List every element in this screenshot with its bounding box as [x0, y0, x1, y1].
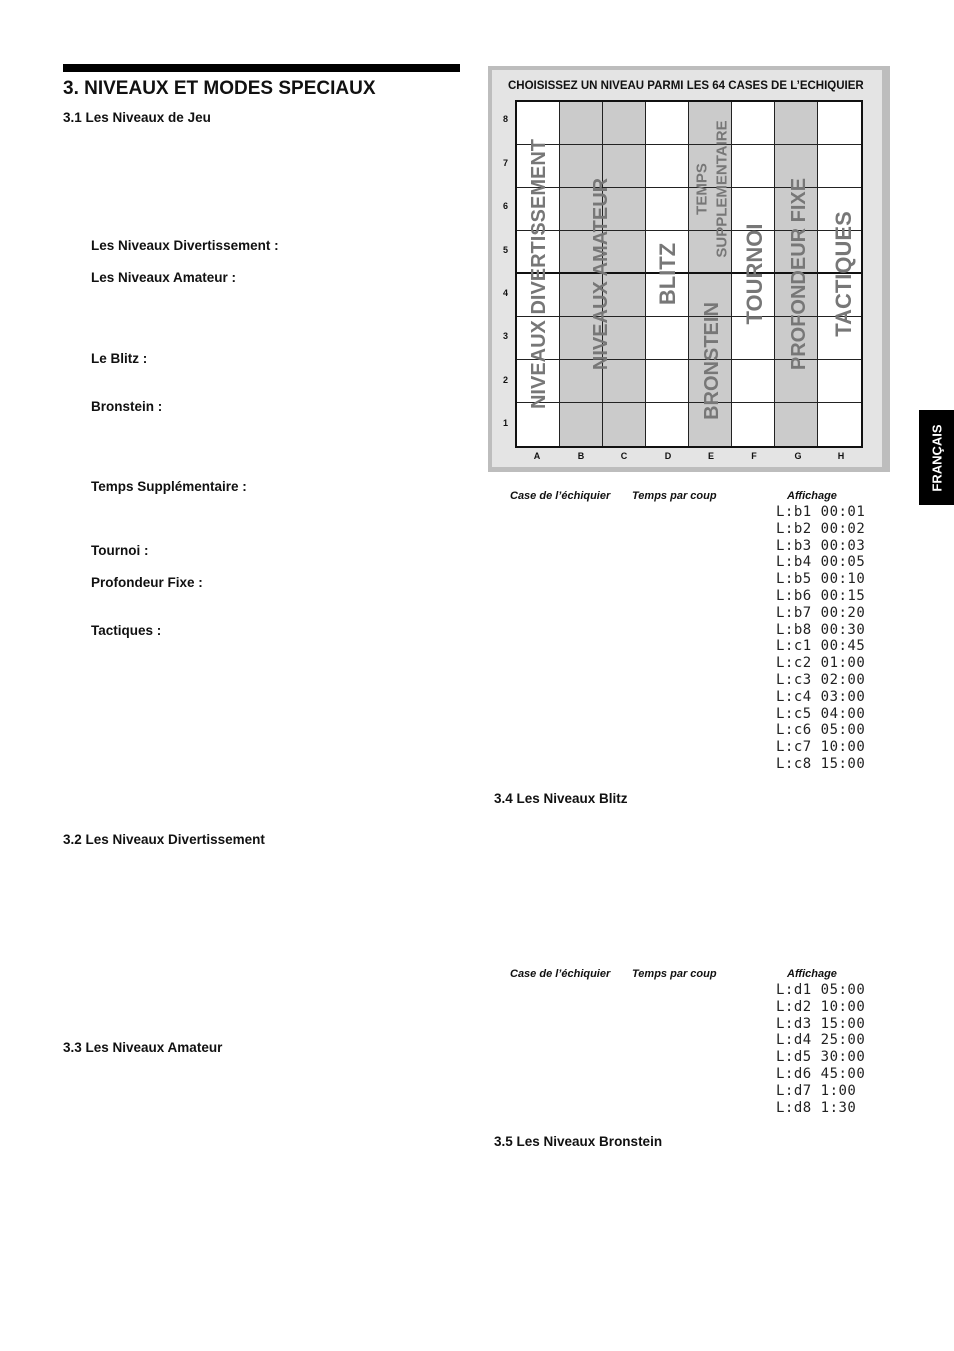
lcd-display-row: L:c6 05:00	[776, 722, 866, 739]
board-square	[603, 102, 646, 145]
file-label: C	[620, 451, 628, 461]
column-label-divertissement: NIVEAUX DIVERTISSEMENT	[528, 138, 550, 410]
subsection-3-1-title: 3.1 Les Niveaux de Jeu	[63, 110, 211, 125]
board-square	[646, 188, 689, 231]
board-square	[646, 145, 689, 188]
subsection-3-2-title: 3.2 Les Niveaux Divertissement	[63, 832, 265, 847]
board-square	[818, 360, 861, 403]
table2-header-time: Temps par coup	[632, 968, 717, 980]
board-square	[732, 145, 775, 188]
file-label: G	[794, 451, 802, 461]
lcd-display-row: L:d6 45:00	[776, 1065, 866, 1082]
board-square	[646, 317, 689, 360]
lcd-display-row: L:c3 02:00	[776, 671, 866, 688]
board-square	[732, 102, 775, 145]
column-label-tournoi: TOURNOI	[742, 223, 767, 325]
column-label-tactiques: TACTIQUES	[831, 211, 856, 337]
lcd-display-row: L:b7 00:20	[776, 604, 866, 621]
label-amateur: Les Niveaux Amateur :	[91, 270, 237, 285]
lcd-display-row: L:d4 25:00	[776, 1032, 866, 1049]
board-square	[646, 360, 689, 403]
board-square	[818, 102, 861, 145]
board-square	[818, 403, 861, 446]
column-label-temps: TEMPS	[693, 163, 711, 215]
table2-header-display: Affichage	[787, 968, 837, 980]
lcd-display-row: L:c8 15:00	[776, 755, 866, 772]
board-square	[560, 403, 603, 446]
amateur-display-list	[776, 504, 865, 773]
board-square	[560, 102, 603, 145]
lcd-display-row: L:d5 30:00	[776, 1049, 866, 1066]
lcd-display-row: L:b2 00:02	[776, 520, 866, 537]
rank-label: 7	[503, 158, 509, 168]
table1-header-square: Case de l’échiquier	[510, 490, 611, 502]
board-square	[818, 145, 861, 188]
lcd-display-row: L:b5 00:10	[776, 571, 866, 588]
lcd-display-row: L:d7 1:00	[776, 1082, 857, 1099]
section-title: 3. NIVEAUX ET MODES SPECIAUX	[63, 78, 376, 99]
blitz-display-list	[776, 982, 865, 1116]
lcd-display-row: L:d3 15:00	[776, 1015, 866, 1032]
lcd-display-row: L:c7 10:00	[776, 739, 866, 756]
rank-label: 6	[503, 201, 509, 211]
label-tournoi: Tournoi :	[91, 543, 149, 558]
board-square	[517, 403, 560, 446]
language-tab	[919, 410, 954, 505]
file-label: E	[707, 451, 714, 461]
subsection-3-4-title: 3.4 Les Niveaux Blitz	[494, 791, 628, 806]
file-label: A	[533, 451, 541, 461]
label-tactiques: Tactiques :	[91, 623, 162, 638]
rank-label: 8	[503, 114, 509, 124]
lcd-display-row: L:b8 00:30	[776, 621, 866, 638]
lcd-display-row: L:b6 00:15	[776, 587, 866, 604]
board-square	[732, 403, 775, 446]
language-tab-label: FRANÇAIS	[929, 423, 944, 492]
rank-label: 2	[503, 375, 509, 385]
lcd-display-row: L:d1 05:00	[776, 982, 866, 998]
rank-label: 5	[503, 245, 509, 255]
column-label-amateur: NIVEAUX AMATEUR	[590, 177, 612, 371]
rank-label: 4	[503, 288, 509, 298]
chessboard-title: CHOISISSEZ UN NIVEAU PARMI LES 64 CASES DE L’ECHIQUIER	[508, 80, 864, 92]
file-label: D	[664, 451, 672, 461]
board-square	[732, 360, 775, 403]
lcd-display-row: L:c1 00:45	[776, 638, 866, 655]
file-label: F	[751, 451, 757, 461]
label-divertissement: Les Niveaux Divertissement :	[91, 238, 279, 253]
subsection-3-5-title: 3.5 Les Niveaux Bronstein	[494, 1134, 663, 1149]
table2-header-square: Case de l’échiquier	[510, 968, 611, 980]
rank-label: 1	[503, 418, 509, 428]
lcd-display-row: L:b1 00:01	[776, 504, 866, 520]
board-square	[603, 403, 646, 446]
lcd-display-row: L:d8 1:30	[776, 1099, 857, 1116]
lcd-display-row: L:d2 10:00	[776, 998, 866, 1015]
lcd-display-row: L:b4 00:05	[776, 554, 866, 571]
label-blitz: Le Blitz :	[91, 351, 148, 366]
label-bronstein: Bronstein :	[91, 399, 163, 414]
board-square	[775, 102, 818, 145]
file-label: H	[837, 451, 845, 461]
subsection-3-3-title: 3.3 Les Niveaux Amateur	[63, 1040, 223, 1055]
lcd-display-row: L:c2 01:00	[776, 655, 866, 672]
lcd-display-row: L:c4 03:00	[776, 688, 866, 705]
file-label: B	[577, 451, 585, 461]
lcd-display-row: L:c5 04:00	[776, 705, 866, 722]
rank-label: 3	[503, 331, 509, 341]
column-label-blitz: BLITZ	[655, 242, 680, 306]
board-square	[646, 403, 689, 446]
board-square	[775, 403, 818, 446]
label-profondeur-fixe: Profondeur Fixe :	[91, 575, 203, 590]
column-label-supplementaire: SUPPLEMENTAIRE	[713, 120, 731, 258]
column-label-profondeur-fixe: PROFONDEUR FIXE	[788, 177, 810, 371]
chessboard-grid	[515, 100, 863, 448]
label-temps-supplementaire: Temps Supplémentaire :	[91, 479, 247, 494]
board-square	[646, 102, 689, 145]
lcd-display-row: L:b3 00:03	[776, 537, 866, 554]
table1-header-display: Affichage	[787, 490, 837, 502]
section-rule	[63, 64, 460, 72]
column-label-bronstein: BRONSTEIN	[701, 302, 723, 420]
table1-header-time: Temps par coup	[632, 490, 717, 502]
